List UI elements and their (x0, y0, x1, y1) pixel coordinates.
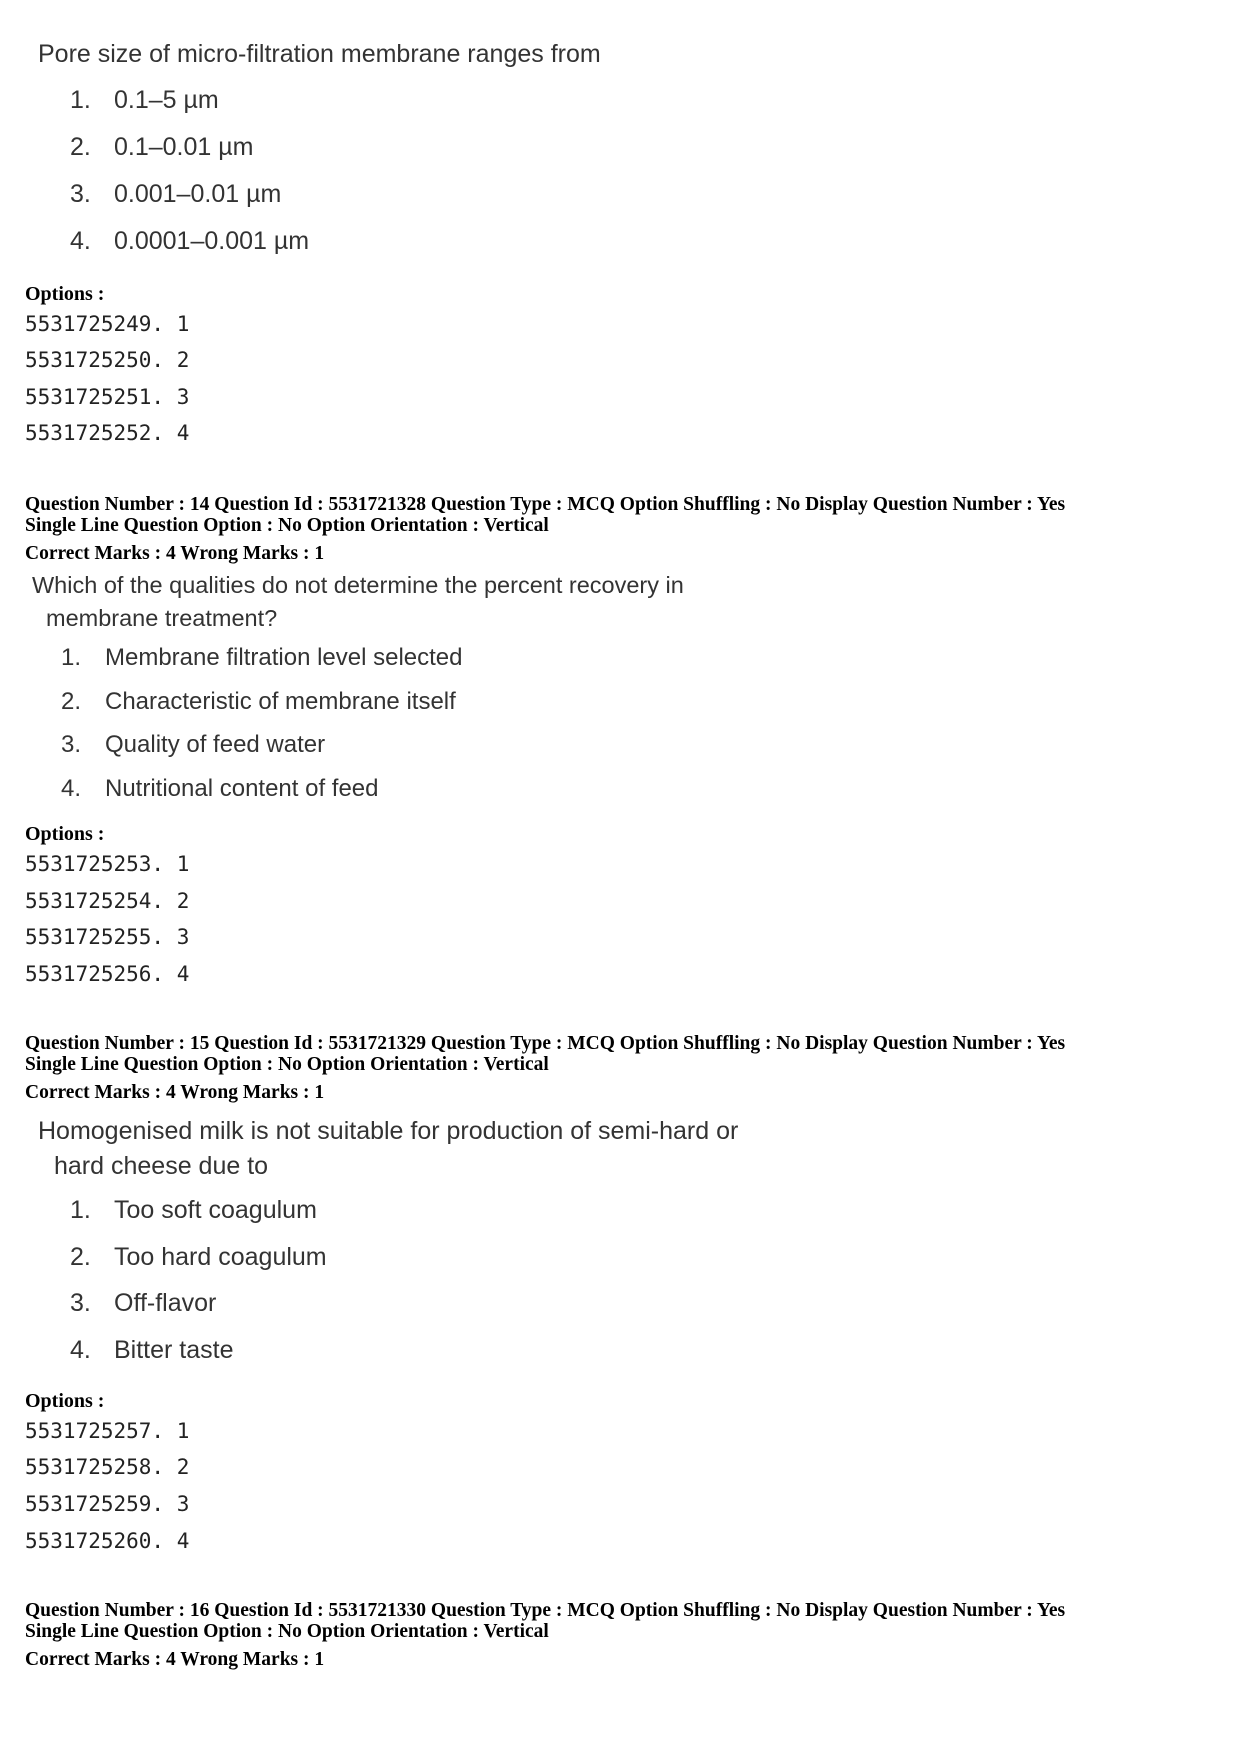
q13-stem: Pore size of micro-filtration membrane ranges from (38, 40, 601, 68)
q13-choice-1: 1. 0.1–5 µm (70, 86, 219, 114)
q14-meta-line2: Single Line Question Option : No Option Orientation : Vertical (25, 515, 549, 536)
q13-option-code-1: 5531725249. 1 (25, 312, 190, 336)
q13-option-code-4: 5531725252. 4 (25, 421, 190, 445)
q13-option-code-3: 5531725251. 3 (25, 385, 190, 409)
q14-choice-4: 4. Nutritional content of feed (61, 775, 379, 802)
q15-option-code-3: 5531725259. 3 (25, 1492, 190, 1516)
q13-choice-3: 3. 0.001–0.01 µm (70, 180, 282, 208)
q15-meta-line1: Question Number : 15 Question Id : 5531721329 Question Type : MCQ Option Shuffling : No Display Question Number : Yes (25, 1033, 1066, 1054)
q14-meta-line1: Question Number : 14 Question Id : 5531721328 Question Type : MCQ Option Shuffling : No Display Question Number : Yes (25, 494, 1066, 515)
q15-option-code-4: 5531725260. 4 (25, 1529, 190, 1553)
q13-option-code-2: 5531725250. 2 (25, 348, 190, 372)
q16-meta-line1: Question Number : 16 Question Id : 5531721330 Question Type : MCQ Option Shuffling : No Display Question Number : Yes (25, 1600, 1066, 1621)
q14-options-label: Options : (25, 823, 105, 845)
q15-choice-4: 4. Bitter taste (70, 1336, 234, 1364)
q15-option-code-1: 5531725257. 1 (25, 1419, 190, 1443)
q16-marks: Correct Marks : 4 Wrong Marks : 1 (25, 1649, 325, 1670)
q15-option-code-2: 5531725258. 2 (25, 1455, 190, 1479)
q14-stem: Which of the qualities do not determine the percent recovery in membrane treatment? (32, 572, 684, 631)
q14-marks: Correct Marks : 4 Wrong Marks : 1 (25, 543, 325, 564)
q13-choice-4: 4. 0.0001–0.001 µm (70, 227, 310, 255)
q15-choice-2: 2. Too hard coagulum (70, 1243, 327, 1271)
q15-choice-3: 3. Off-flavor (70, 1289, 217, 1317)
q15-marks: Correct Marks : 4 Wrong Marks : 1 (25, 1082, 325, 1103)
q13-choice-2: 2. 0.1–0.01 µm (70, 133, 254, 161)
q15-meta-line2: Single Line Question Option : No Option Orientation : Vertical (25, 1054, 549, 1075)
q14-option-code-3: 5531725255. 3 (25, 925, 190, 949)
q14-choice-3: 3. Quality of feed water (61, 731, 326, 758)
q14-choice-2: 2. Characteristic of membrane itself (61, 688, 456, 715)
q15-choice-1: 1. Too soft coagulum (70, 1196, 317, 1224)
q14-option-code-1: 5531725253. 1 (25, 852, 190, 876)
q15-options-label: Options : (25, 1390, 105, 1412)
q14-choice-1: 1. Membrane filtration level selected (61, 644, 463, 671)
q15-stem: Homogenised milk is not suitable for production of semi-hard or hard cheese due to (38, 1117, 739, 1180)
q16-meta-line2: Single Line Question Option : No Option Orientation : Vertical (25, 1621, 549, 1642)
q13-options-label: Options : (25, 283, 105, 305)
q14-option-code-4: 5531725256. 4 (25, 962, 190, 986)
q14-option-code-2: 5531725254. 2 (25, 889, 190, 913)
